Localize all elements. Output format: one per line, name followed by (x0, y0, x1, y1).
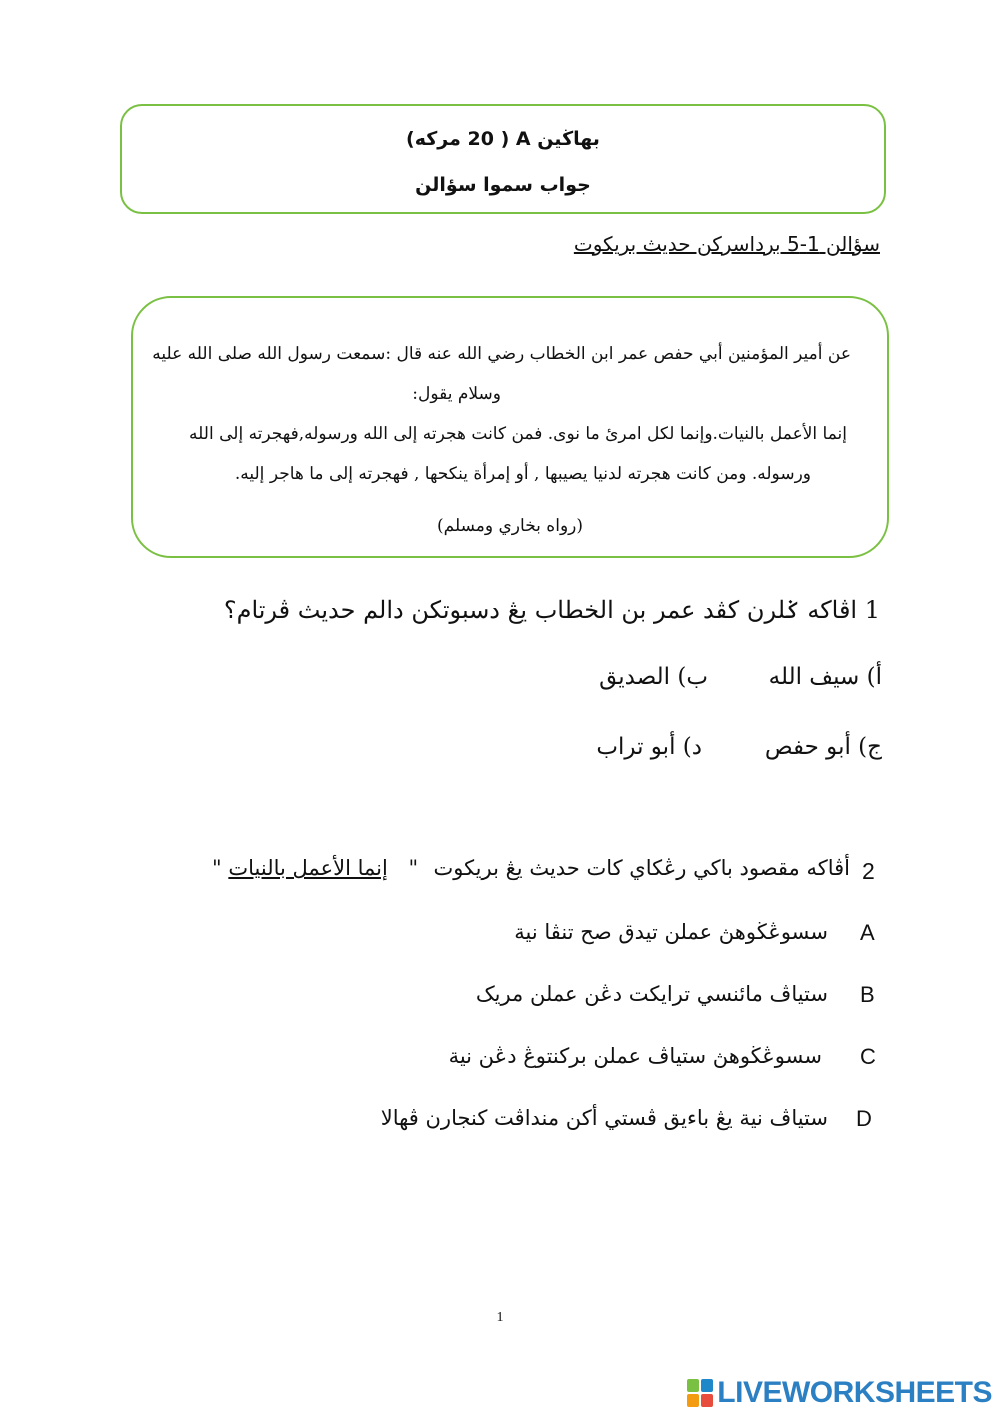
question-2-quote (212, 856, 418, 880)
question-2-option-d[interactable]: ستياڤ نية يڠ باءيق ڤستي أكن منداڤت كنجارن ڤهالا (380, 1106, 828, 1130)
logo-square-blue (701, 1379, 713, 1392)
question-2-option-b[interactable]: ستياڤ مائنسي ترايكت دڠن عملن مريک (475, 982, 828, 1006)
section-title: بهاڬين A ( 20 مركه) (406, 128, 600, 150)
question-1-option-a[interactable]: أ) سيف الله (768, 664, 882, 690)
question-2-option-a[interactable]: سسوڠڬوهڽ عملن تيدق صح تنڤا نية (514, 920, 828, 944)
quote-close-mark: " (408, 856, 419, 880)
logo-square-orange (687, 1394, 699, 1407)
quote-open-mark: " (212, 856, 222, 880)
question-2-option-d-letter: D (856, 1106, 872, 1131)
question-1-text: 1 اڤاكه ݢلرن كڤد عمر بن الخطاب يڠ دسبوتكن دالم حديث ڤرتام؟ (223, 596, 880, 624)
logo-text: LIVEWORKSHEETS (717, 1376, 992, 1409)
header-box (120, 104, 886, 214)
question-1-option-b[interactable]: ب) الصديق (599, 664, 708, 690)
hadith-line-1: عن أمير المؤمنين أبي حفص عمر ابن الخطاب رضي الله عنه قال :سمعت رسول الله صلى الله عليه (152, 344, 851, 364)
questions-intro: سؤالن 1-5 برداسركن حديث بريكوت (573, 232, 880, 256)
question-2-text: أڤاكه مقصود باكي رڠكاي كات حديث يڠ بريكوت (433, 856, 850, 880)
hadith-line-3: إنما الأعمل بالنيات.وإنما لكل امرئ ما نوى. فمن كانت هجرته إلى الله ورسوله,فهجرته إلى الله (189, 424, 847, 444)
question-1-option-c[interactable]: ج) أبو حفص (764, 734, 882, 760)
logo-grid-icon (687, 1379, 713, 1407)
page-number: 1 (496, 1310, 504, 1325)
question-2-option-b-letter: B (860, 982, 875, 1007)
logo-square-green (687, 1379, 699, 1392)
question-2-option-c-letter: C (860, 1044, 876, 1069)
question-2-option-c[interactable]: سسوڠڬوهڽ ستياڤ عملن بركنتوڠ دڠن نية (448, 1044, 822, 1068)
hadith-source: (رواه بخاري ومسلم) (437, 516, 583, 536)
hadith-line-4: ورسوله. ومن كانت هجرته لدنيا يصيبها , أو إمرأة ينكحها , فهجرته إلى ما هاجر إليه. (234, 464, 811, 484)
hadith-box (131, 296, 889, 558)
question-2-option-a-letter: A (860, 920, 875, 945)
quoted-phrase: إنما الأعمل بالنيات (228, 856, 388, 880)
section-instruction: جواب سموا سؤالن (415, 174, 591, 196)
question-1-option-d[interactable]: د) أبو تراب (596, 734, 702, 760)
hadith-line-2: وسلام يقول: (412, 384, 501, 404)
question-2-number: 2 (862, 858, 875, 884)
logo-square-red (701, 1394, 713, 1407)
liveworksheets-logo[interactable] (687, 1376, 992, 1410)
